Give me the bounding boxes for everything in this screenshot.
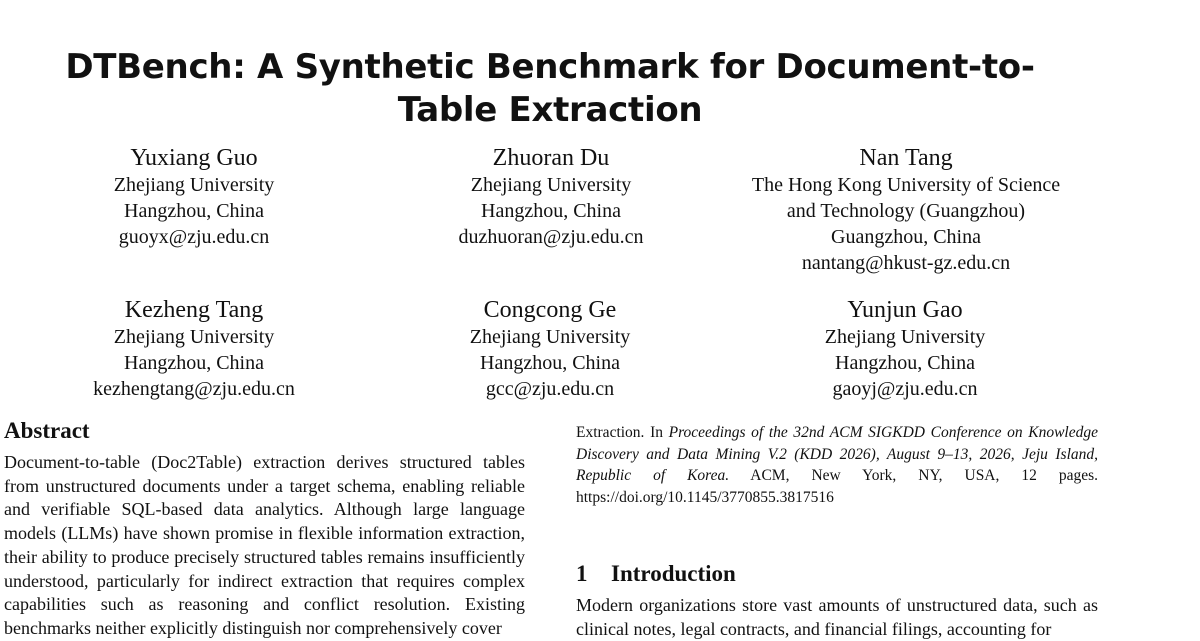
section-title: Introduction xyxy=(611,561,736,586)
author-location: Hangzhou, China xyxy=(480,352,620,374)
author-name: Congcong Ge xyxy=(483,297,617,323)
author-block xyxy=(725,297,1085,402)
author-name: Nan Tang xyxy=(859,145,953,171)
author-affiliation: Zhejiang University xyxy=(824,326,986,348)
author-name: Yuxiang Guo xyxy=(130,145,258,171)
author-location: Hangzhou, China xyxy=(124,200,264,222)
paper-title: DTBench: A Synthetic Benchmark for Document-to-Table Extraction xyxy=(65,47,1035,130)
author-location: Guangzhou, China xyxy=(831,226,981,248)
author-affiliation: and Technology (Guangzhou) xyxy=(786,200,1026,222)
author-affiliation: Zhejiang University xyxy=(470,174,632,196)
author-location: Hangzhou, China xyxy=(835,352,975,374)
author-location: Hangzhou, China xyxy=(481,200,621,222)
author-email: gcc@zju.edu.cn xyxy=(485,378,615,400)
abstract-text: Document-to-table (Doc2Table) extraction derives structured tables from unstructured documents under a target schema, enabling reliable and verifiable SQL-based data analytics. Although large language models (LLMs) have shown promise in flexible information extraction, their ability to produce precisely structured tables remains insufficiently understood, particularly for indirect extraction that requires complex capabilities such as reasoning and conflict resolution. Existing benchmarks neither explicitly distinguish nor comprehensively cover xyxy=(4,452,525,638)
author-email: duzhuoran@zju.edu.cn xyxy=(458,226,644,248)
author-location: Hangzhou, China xyxy=(124,352,264,374)
author-block xyxy=(370,297,730,402)
author-block xyxy=(726,145,1086,276)
author-name: Yunjun Gao xyxy=(847,297,963,323)
author-affiliation: Zhejiang University xyxy=(113,174,275,196)
section-number: 1 xyxy=(576,561,588,586)
reference-suffix: ACM, New York, NY, USA, 12 pages. https://doi.org/10.1145/3770855.3817516 xyxy=(576,467,1098,506)
author-block xyxy=(371,145,731,250)
introduction-text: Modern organizations store vast amounts of unstructured data, such as clinical notes, legal contracts, and financial filings, accounting for xyxy=(576,595,1098,639)
author-affiliation: The Hong Kong University of Science xyxy=(751,174,1061,196)
author-email: kezhengtang@zju.edu.cn xyxy=(93,378,295,400)
reference-prefix: Extraction. In xyxy=(576,424,669,441)
acm-reference-format xyxy=(576,422,1098,508)
author-email: gaoyj@zju.edu.cn xyxy=(832,378,978,400)
author-email: guoyx@zju.edu.cn xyxy=(118,226,270,248)
author-block xyxy=(14,297,374,402)
author-affiliation: Zhejiang University xyxy=(113,326,275,348)
introduction-heading xyxy=(576,560,736,588)
abstract-heading: Abstract xyxy=(4,418,90,443)
author-name: Zhuoran Du xyxy=(492,145,610,171)
author-name: Kezheng Tang xyxy=(124,297,264,323)
author-email: nantang@hkust-gz.edu.cn xyxy=(801,252,1011,274)
author-block xyxy=(14,145,374,250)
reference-venue: Proceedings of the 32nd ACM SIGKDD Conference on Knowledge Discovery and Data Mining V.2 (KDD 2026), August 9–13, 2026, Jeju Island, Republic of Korea. xyxy=(576,424,1098,484)
author-affiliation: Zhejiang University xyxy=(469,326,631,348)
